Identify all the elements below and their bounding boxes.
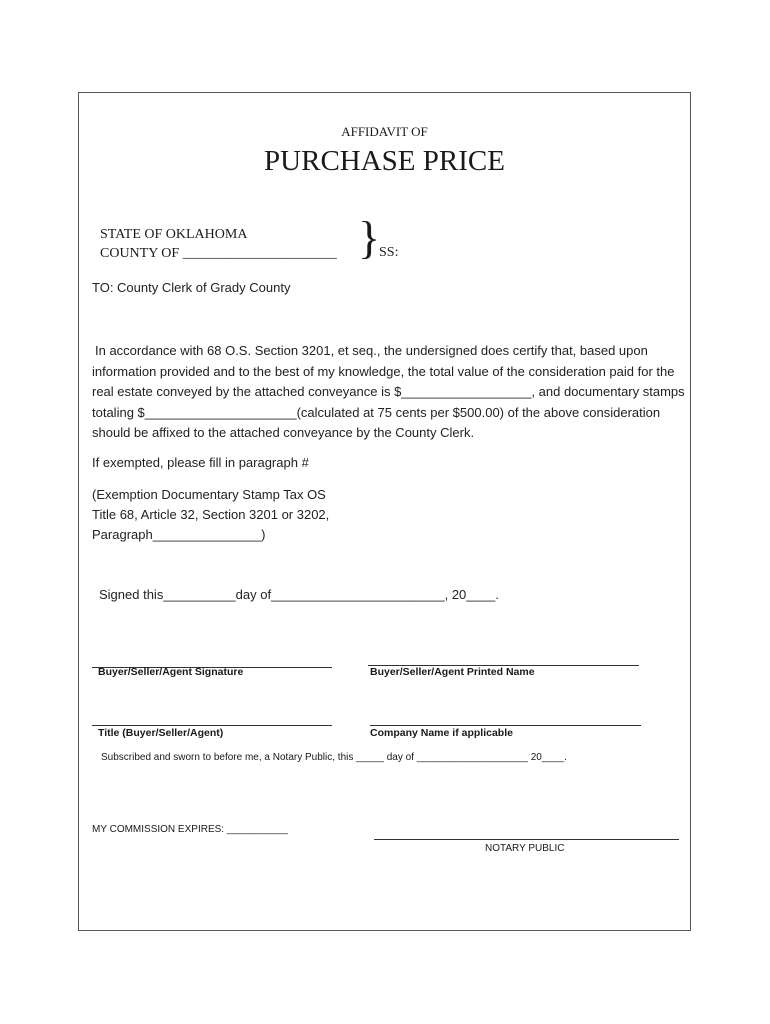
signed-month-field[interactable]: ________________________: [271, 587, 445, 602]
state-line: STATE OF OKLAHOMA: [100, 227, 248, 242]
notary-public-label: NOTARY PUBLIC: [485, 843, 565, 854]
notary-signature-line[interactable]: [374, 839, 679, 840]
certification-paragraph: In accordance with 68 O.S. Section 3201, et seq., the undersigned does certify that, based upon information provided and to the best of my knowledge, the total value of the consideration paid for the real estate conveyed by the attached conveyance is $__________________, and documentary stamps totaling $_____________________(calculated at 75 cents per $500.00) of the above consideration should be affixed to the attached conveyance by the County Clerk.: [92, 343, 685, 440]
form-subtitle: AFFIDAVIT OF: [341, 124, 428, 139]
signed-prefix: Signed this: [99, 587, 164, 602]
addressee-line: TO: County Clerk of Grady County: [92, 280, 291, 295]
exemption-block: [92, 485, 329, 545]
title-line[interactable]: [92, 725, 332, 726]
notary-statement: Subscribed and sworn to before me, a Notary Public, this _____ day of ____________________ 20____.: [101, 752, 567, 763]
title-label: Title (Buyer/Seller/Agent): [98, 727, 224, 739]
signature-label: Buyer/Seller/Agent Signature: [98, 666, 244, 678]
venue-brace: }: [358, 212, 381, 263]
company-line[interactable]: [370, 725, 641, 726]
exemption-line-2: Title 68, Article 32, Section 3201 or 3202,: [92, 507, 330, 522]
signed-line: [99, 587, 499, 602]
signed-year-prefix: , 20: [444, 587, 467, 602]
exemption-prompt: If exempted, please fill in paragraph #: [92, 455, 309, 470]
form-title: PURCHASE PRICE: [264, 145, 505, 177]
signed-year-field[interactable]: ____: [466, 587, 496, 602]
signed-mid: day of: [235, 587, 272, 602]
venue-block: [100, 225, 337, 263]
printed-name-label: Buyer/Seller/Agent Printed Name: [370, 666, 535, 678]
signed-day-field[interactable]: __________: [163, 587, 236, 602]
signed-end: .: [495, 587, 499, 602]
county-line[interactable]: COUNTY OF ______________________: [100, 246, 337, 261]
exemption-paragraph-field[interactable]: Paragraph_______________): [92, 527, 266, 542]
company-label: Company Name if applicable: [370, 727, 513, 739]
exemption-line-1: (Exemption Documentary Stamp Tax OS: [92, 487, 326, 502]
affidavit-page: [78, 92, 691, 931]
commission-expires: MY COMMISSION EXPIRES: ___________: [92, 824, 289, 835]
ss-label: SS:: [379, 245, 399, 260]
